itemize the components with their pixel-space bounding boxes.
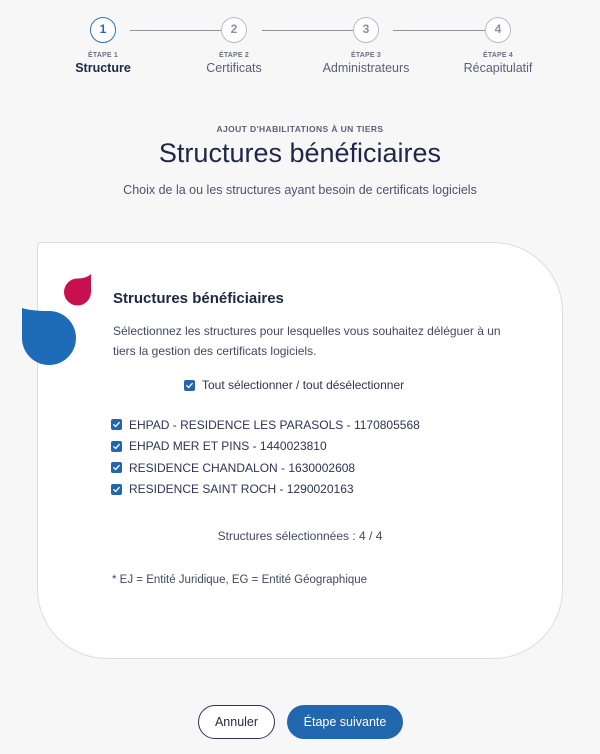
structure-checkbox-item[interactable]	[111, 414, 420, 436]
step-caption: ÉTAPE 2	[218, 52, 250, 59]
cancel-button[interactable]: Annuler	[198, 705, 275, 739]
step-number: 2	[221, 17, 247, 43]
step-caption: ÉTAPE 4	[482, 52, 514, 59]
step-number: 4	[485, 17, 511, 43]
footnote: * EJ = Entité Juridique, EG = Entité Géographique	[112, 574, 368, 586]
checkmark-icon[interactable]	[111, 419, 122, 430]
drop-logo-icon	[20, 270, 100, 370]
card-description: Sélectionnez les structures pour lesquelles vous souhaitez déléguer à un tiers la gestion des certificats logiciels.	[113, 324, 501, 358]
card-title: Structures bénéficiaires	[113, 290, 284, 307]
stepper	[0, 0, 600, 90]
next-step-button[interactable]: Étape suivante	[287, 705, 403, 739]
select-all-checkbox[interactable]	[184, 378, 404, 392]
structure-list	[111, 414, 420, 500]
step-label: Récapitulatif	[463, 61, 533, 75]
step-number: 3	[353, 17, 379, 43]
structure-checkbox-item[interactable]	[111, 457, 420, 479]
step-caption: ÉTAPE 1	[87, 52, 119, 59]
structure-label: EHPAD MER ET PINS - 1440023810	[129, 439, 327, 454]
step-label: Certificats	[206, 61, 262, 75]
checkmark-icon[interactable]	[111, 462, 122, 473]
blue-drop-shape	[22, 308, 76, 365]
structure-checkbox-item[interactable]	[111, 436, 420, 458]
step-4[interactable]	[443, 17, 553, 75]
selected-count: Structures sélectionnées : 4 / 4	[217, 529, 383, 543]
step-label: Administrateurs	[322, 61, 410, 75]
step-caption: ÉTAPE 3	[350, 52, 382, 59]
structure-label: RESIDENCE CHANDALON - 1630002608	[129, 460, 356, 475]
checkmark-icon[interactable]	[111, 484, 122, 495]
page-subtitle: Choix de la ou les structures ayant besoin de certificats logiciels	[123, 183, 477, 197]
select-all-label: Tout sélectionner / tout désélectionner	[202, 378, 405, 392]
step-3[interactable]	[311, 17, 421, 75]
structure-label: EHPAD - RESIDENCE LES PARASOLS - 1170805568	[129, 417, 420, 432]
step-2[interactable]	[179, 17, 289, 75]
structure-label: RESIDENCE SAINT ROCH - 1290020163	[129, 482, 354, 497]
page-title: Structures bénéficiaires	[158, 138, 442, 168]
step-1[interactable]	[48, 17, 158, 75]
step-number: 1	[90, 17, 116, 43]
checkmark-icon[interactable]	[111, 441, 122, 452]
step-label: Structure	[75, 61, 131, 75]
structure-checkbox-item[interactable]	[111, 479, 420, 501]
red-drop-shape	[64, 274, 91, 306]
page-overtitle: AJOUT D'HABILITATIONS À UN TIERS	[216, 124, 384, 134]
checkmark-icon[interactable]	[184, 380, 195, 391]
